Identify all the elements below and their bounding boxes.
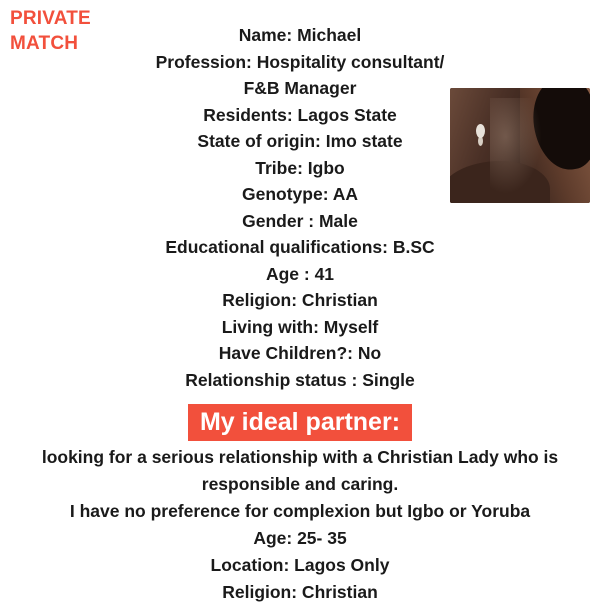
profile-line-profession-cont: F&B Manager bbox=[243, 78, 357, 98]
profile-line-gender: Gender : Male bbox=[242, 210, 358, 231]
profile-line-religion: Religion: Christian bbox=[222, 290, 378, 310]
profile-line-tribe: Tribe: Igbo bbox=[255, 157, 345, 178]
profile-line-living-with: Living with: Myself bbox=[221, 316, 379, 337]
profile-line-age: Age : 41 bbox=[265, 263, 335, 284]
private-match-badge-line-2: MATCH bbox=[10, 33, 79, 54]
profile-line-residents: Residents: Lagos State bbox=[203, 104, 397, 125]
ideal-line-religion: Religion: Christian bbox=[222, 582, 378, 602]
profile-line-profession: Profession: Hospitality consultant/ bbox=[155, 51, 445, 72]
profile-line-education: Educational qualifications: B.SC bbox=[165, 237, 435, 257]
profile-line-state-of-origin: State of origin: Imo state bbox=[197, 131, 403, 151]
ideal-partner-section bbox=[0, 404, 600, 441]
profile-details bbox=[0, 22, 600, 393]
profile-line-relationship-status: Relationship status : Single bbox=[185, 369, 415, 390]
ideal-partner-details bbox=[0, 444, 600, 606]
ideal-partner-heading: My ideal partner: bbox=[188, 404, 412, 441]
ideal-line-location: Location: Lagos Only bbox=[210, 555, 390, 575]
ideal-line-1: looking for a serious relationship with a Christian Lady who is bbox=[41, 447, 559, 467]
ideal-line-3: I have no preference for complexion but Igbo or Yoruba bbox=[69, 501, 531, 521]
profile-line-children: Have Children?: No bbox=[218, 343, 382, 363]
ideal-line-2: responsible and caring. bbox=[201, 474, 399, 494]
profile-line-name: Name: Michael bbox=[238, 25, 362, 45]
ideal-line-age: Age: 25- 35 bbox=[253, 528, 347, 548]
profile-line-genotype: Genotype: AA bbox=[241, 184, 359, 204]
private-match-badge-line-1: PRIVATE bbox=[10, 8, 91, 29]
